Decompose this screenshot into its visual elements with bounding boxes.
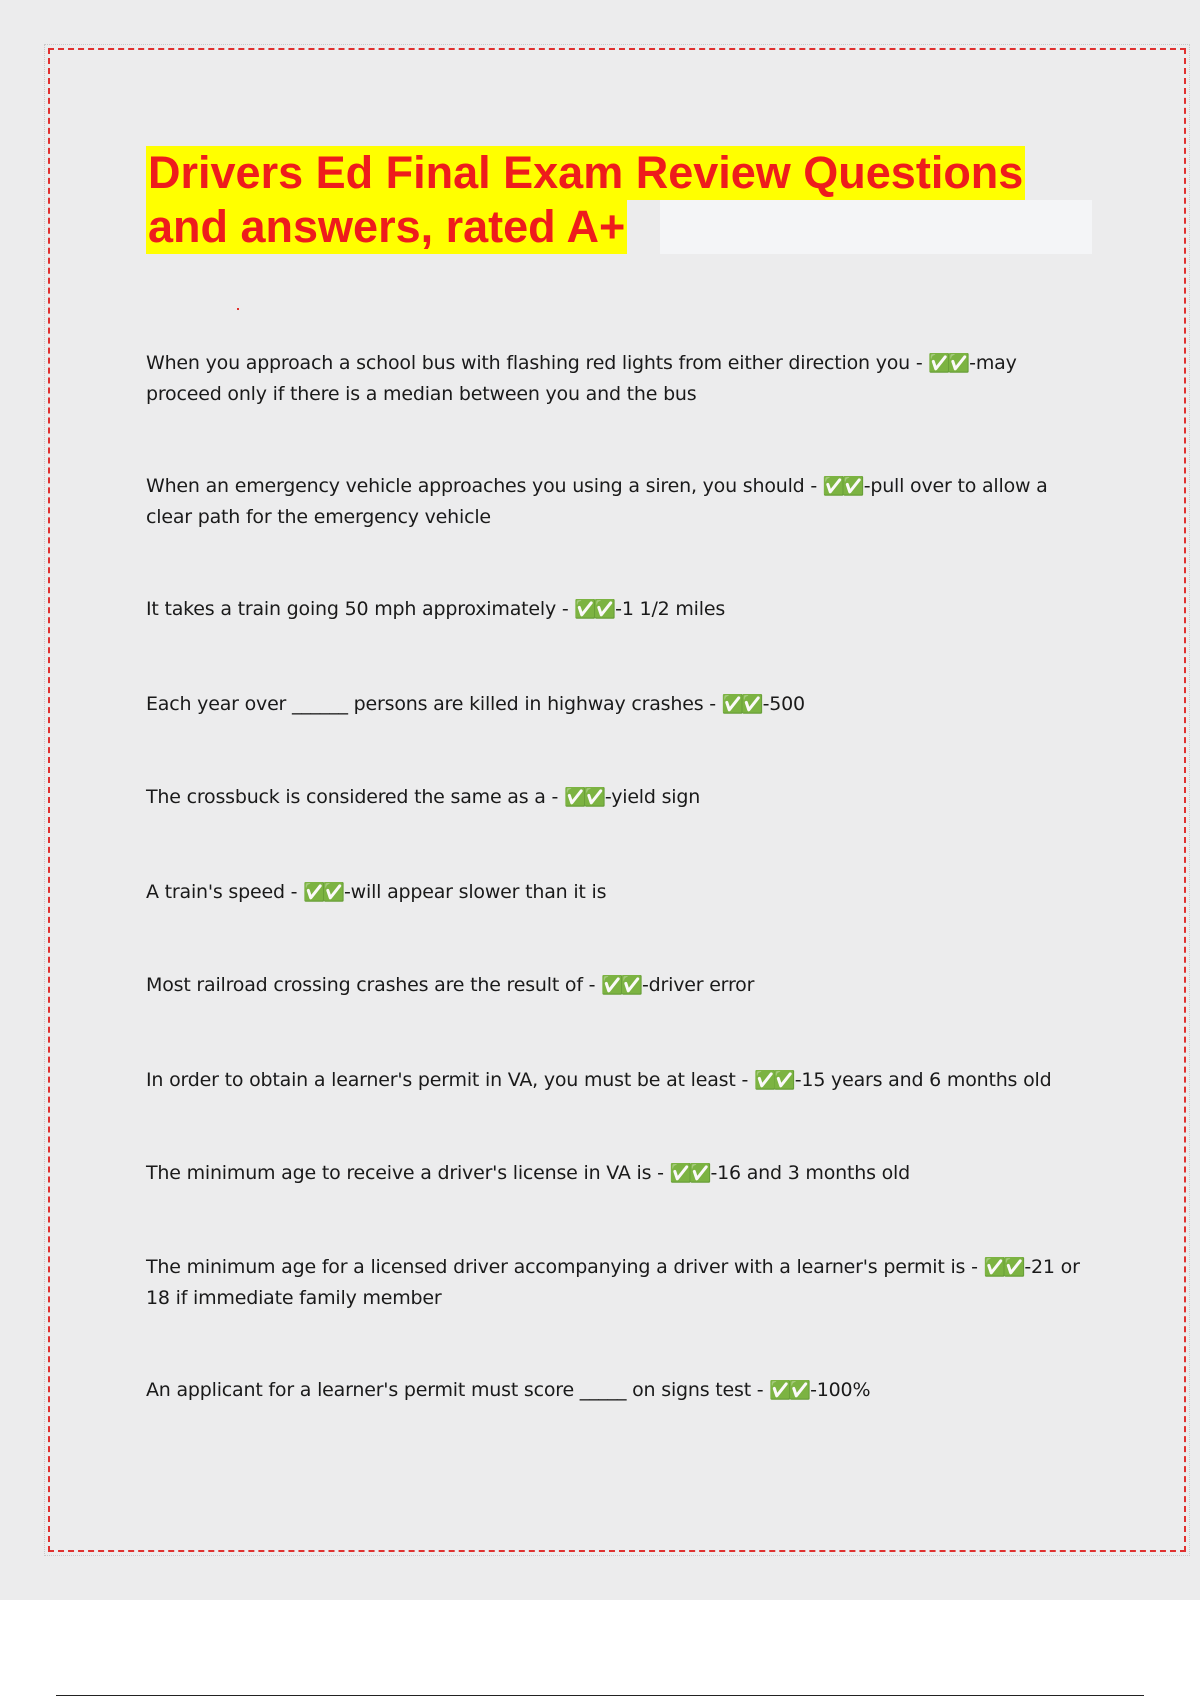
qa-item	[146, 594, 1091, 625]
title-line-1: Drivers Ed Final Exam Review Questions	[148, 147, 1024, 198]
answer-text: -16 and 3 months old	[710, 1162, 910, 1184]
document-title	[146, 146, 1092, 254]
qa-item	[146, 689, 1091, 720]
double-check-icon: ✅✅	[721, 694, 761, 715]
answer-text: -will appear slower than it is	[344, 881, 607, 903]
question-text: The minimum age for a licensed driver accompanying a driver with a learner's permit is -	[146, 1256, 984, 1278]
answer-text: -1 1/2 miles	[615, 598, 726, 620]
question-text: The crossbuck is considered the same as a -	[146, 786, 565, 808]
qa-item	[146, 877, 1091, 908]
qa-item	[146, 1158, 1091, 1189]
double-check-icon: ✅✅	[822, 476, 862, 497]
qa-item	[146, 970, 1091, 1001]
question-text: It takes a train going 50 mph approximately -	[146, 598, 575, 620]
answer-text: -may proceed only if there is a median between you and the bus	[146, 352, 1017, 405]
qa-item	[146, 348, 1091, 409]
answer-text: -pull over to allow a clear path for the emergency vehicle	[146, 475, 1048, 528]
double-check-icon: ✅✅	[769, 1380, 809, 1401]
answer-text: -21 or 18 if immediate family member	[146, 1256, 1080, 1309]
double-check-icon: ✅✅	[564, 787, 603, 808]
stray-mark	[237, 308, 239, 310]
question-text: The minimum age to receive a driver's license in VA is -	[146, 1162, 670, 1184]
footer-rule	[56, 1695, 1144, 1696]
double-check-icon: ✅✅	[601, 975, 640, 996]
double-check-icon: ✅✅	[303, 882, 342, 903]
question-text: An applicant for a learner's permit must score _____ on signs test -	[146, 1379, 770, 1401]
answer-text: -100%	[810, 1379, 871, 1401]
question-text: A train's speed -	[146, 881, 304, 903]
question-text: Most railroad crossing crashes are the result of -	[146, 974, 602, 996]
answer-text: -500	[762, 693, 805, 715]
double-check-icon: ✅✅	[574, 599, 614, 620]
qa-item	[146, 1375, 1091, 1406]
answer-text: -yield sign	[604, 786, 701, 808]
answer-text: -15 years and 6 months old	[794, 1069, 1052, 1091]
title-highlight-gap	[660, 200, 1092, 254]
qa-item	[146, 471, 1091, 532]
question-text: When an emergency vehicle approaches you using a siren, you should -	[146, 475, 823, 497]
qa-item	[146, 782, 1091, 813]
question-text: In order to obtain a learner's permit in VA, you must be at least -	[146, 1069, 754, 1091]
qa-item	[146, 1065, 1091, 1096]
title-line-2: and answers, rated A+	[148, 201, 626, 252]
double-check-icon: ✅✅	[928, 353, 968, 374]
qa-item	[146, 1252, 1091, 1313]
question-text: When you approach a school bus with flashing red lights from either direction you -	[146, 352, 929, 374]
double-check-icon: ✅✅	[753, 1070, 793, 1091]
double-check-icon: ✅✅	[983, 1257, 1023, 1278]
question-text: Each year over ______ persons are killed in highway crashes -	[146, 693, 722, 715]
double-check-icon: ✅✅	[669, 1163, 709, 1184]
answer-text: -driver error	[642, 974, 755, 996]
